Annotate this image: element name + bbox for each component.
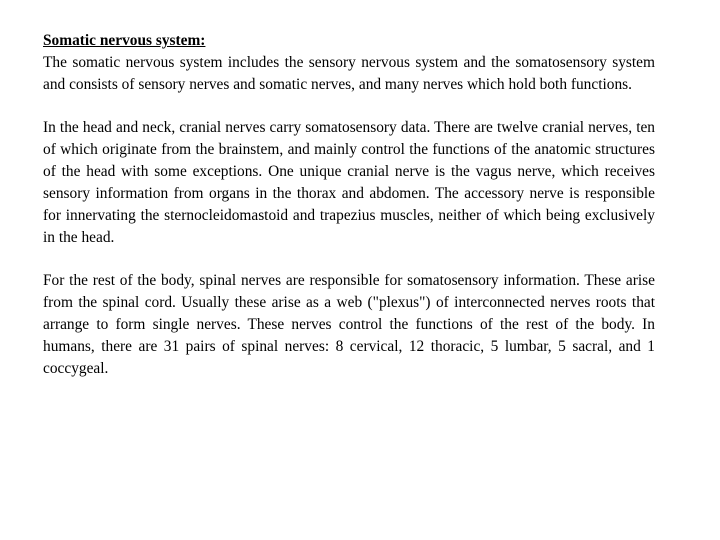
section-heading: Somatic nervous system: [43, 32, 206, 49]
document-body [43, 30, 655, 380]
paragraph-spinal-nerves: For the rest of the body, spinal nerves are responsible for somatosensory information. These arise from the spinal cord. Usually these arise as a web ("plexus") of interconnected nerves roots that arrange to form single nerves. These nerves control the functions of the rest of the body. In humans, there are 31 pairs of spinal nerves: 8 cervical, 12 thoracic, 5 lumbar, 5 sacral, and 1 coccygeal. [43, 272, 655, 377]
paragraph-text: The somatic nervous system includes the sensory nervous system and the somatosensory system and consists of sensory nerves and somatic nerves, and many nerves which hold both functions. [43, 54, 655, 93]
paragraph-intro [43, 30, 655, 96]
paragraph-cranial-nerves: In the head and neck, cranial nerves carry somatosensory data. There are twelve cranial nerves, ten of which originate from the brainstem, and mainly control the functions of the anatomic structures of the head with some exceptions. One unique cranial nerve is the vagus nerve, which receives sensory information from organs in the thorax and abdomen. The accessory nerve is responsible for innervating the sternocleidomastoid and trapezius muscles, neither of which being exclusively in the head. [43, 119, 655, 246]
